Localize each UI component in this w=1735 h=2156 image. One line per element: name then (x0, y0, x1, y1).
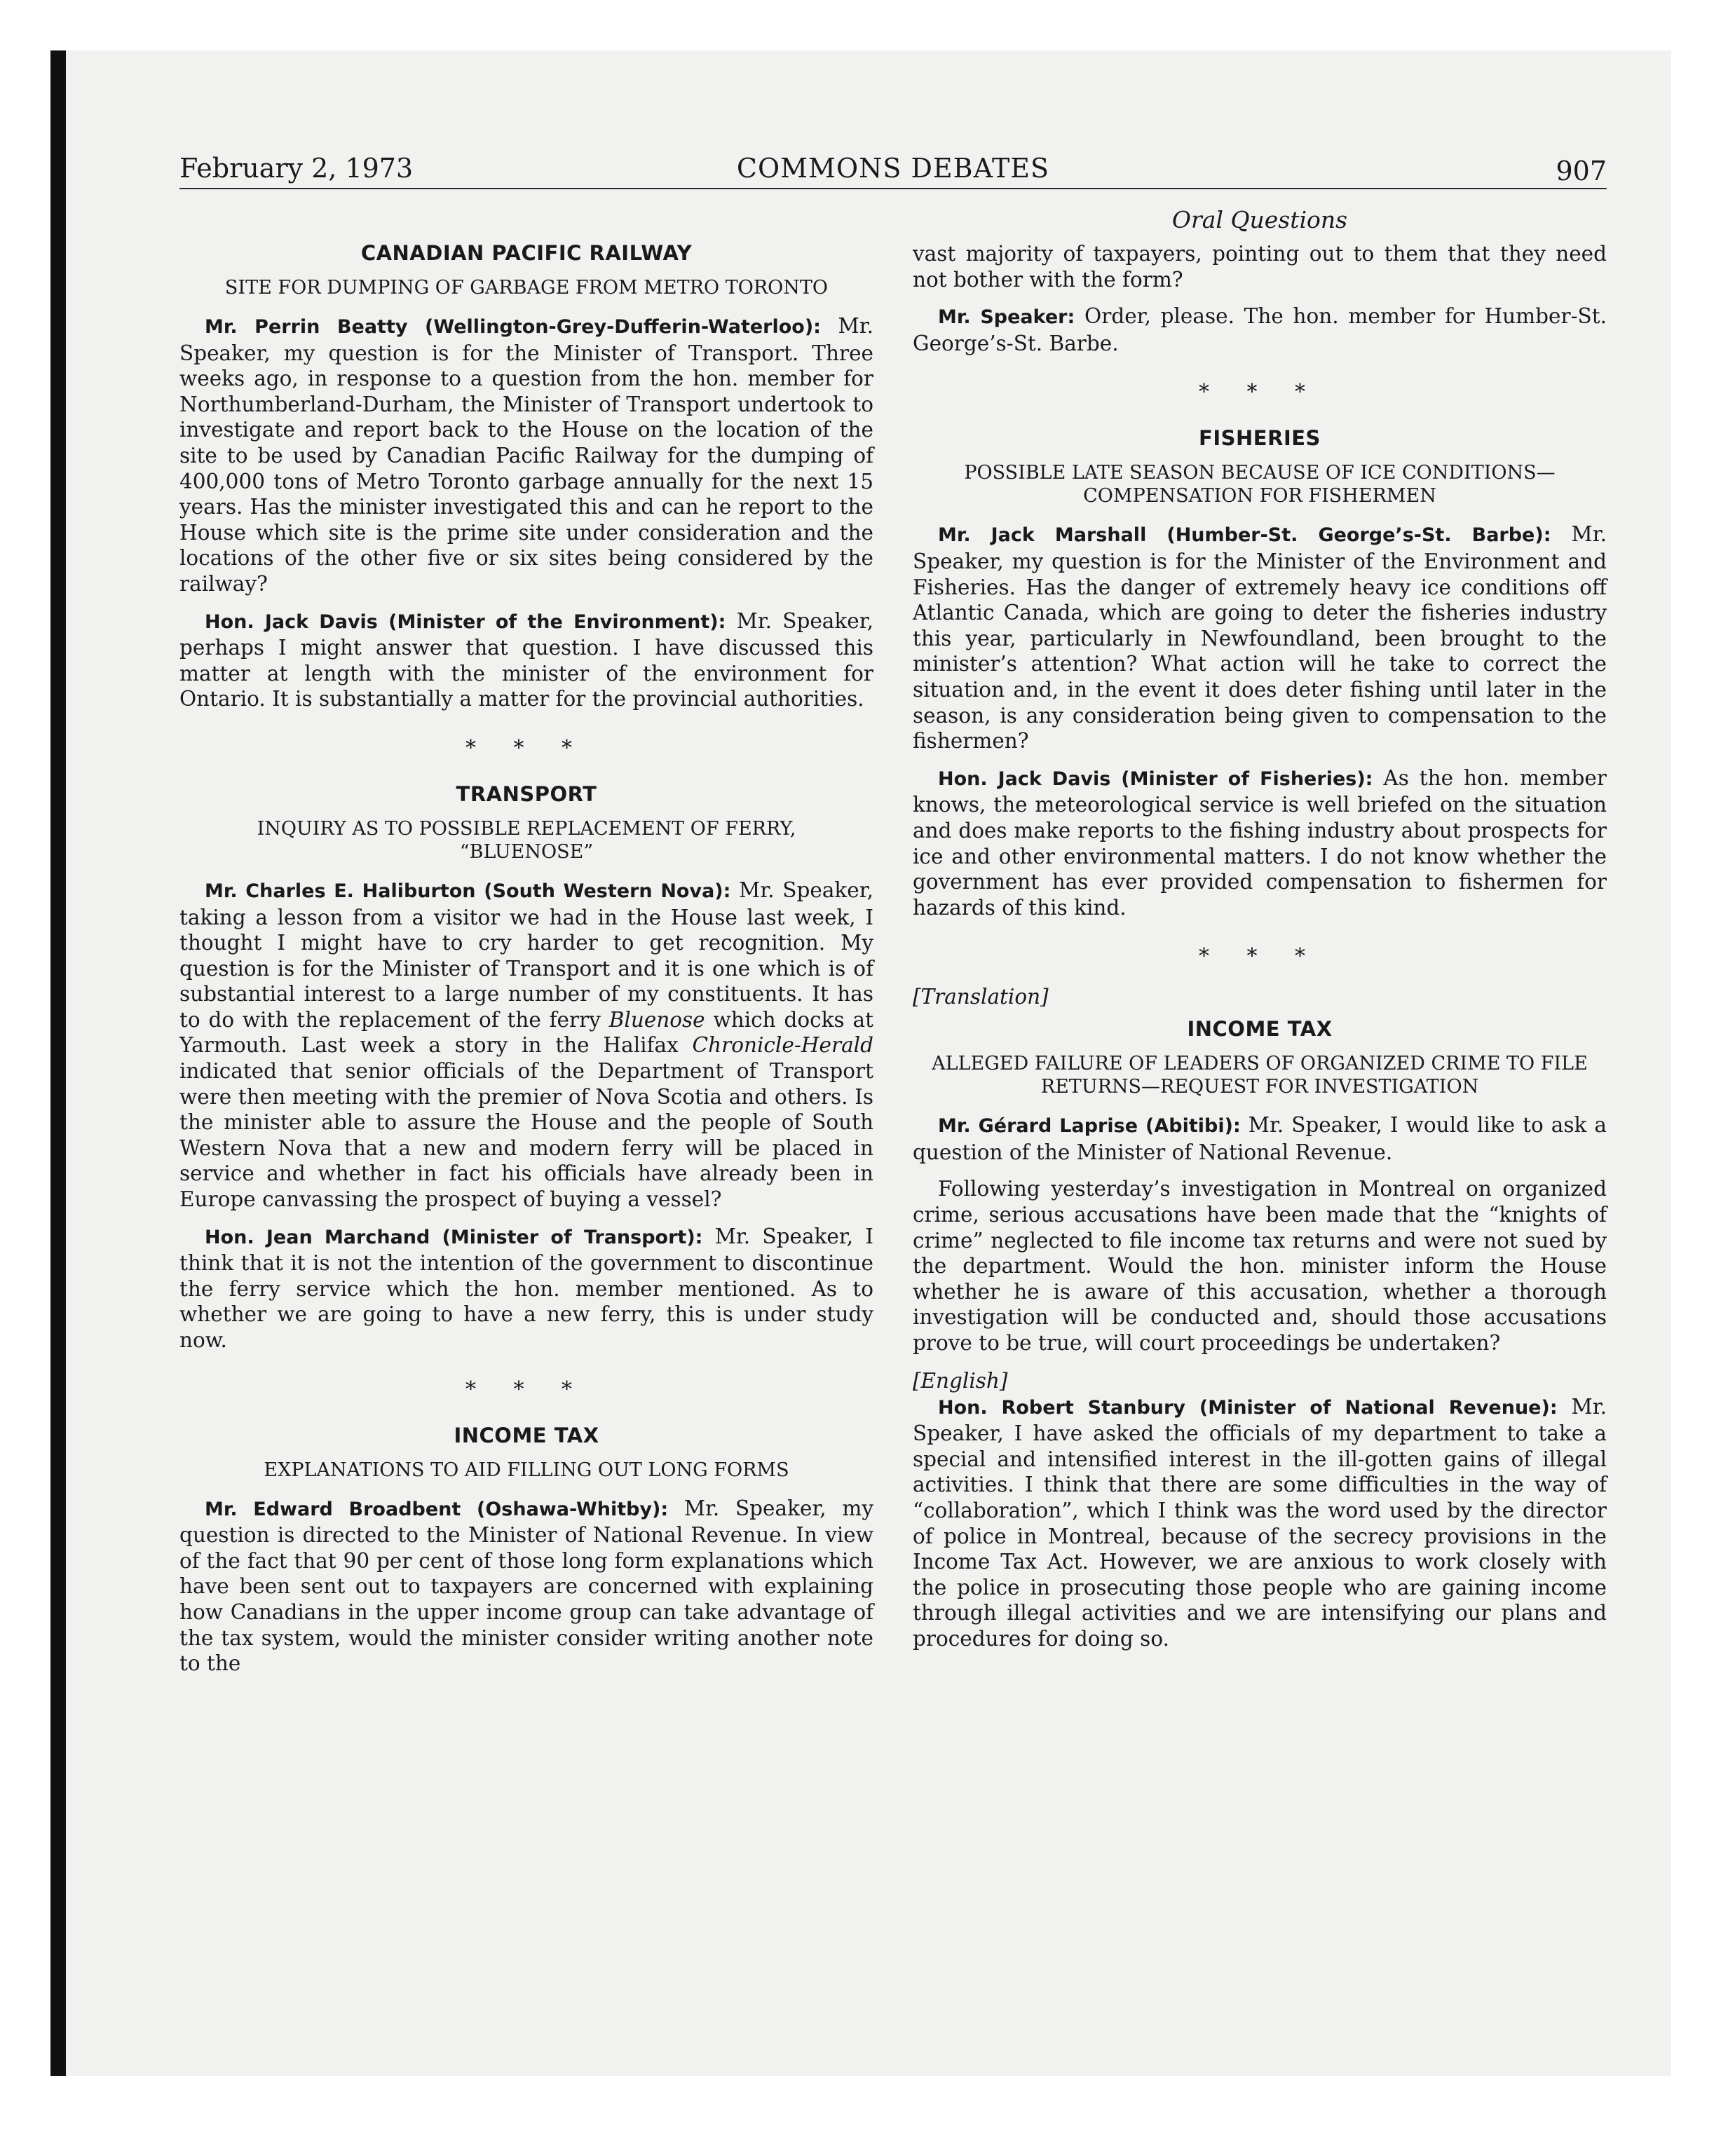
speech-text: Mr. Speaker, my question is for the Minister of Transport. Three weeks ago, in response to a question from the hon. member for Northumberland-Durham, the Minister of Transport undertook to investigate and report back to the House on the location of the site to be used by Canadian Pacific Railway for the dumping of 400,000 tons of Metro Toronto garbage annually for the next 15 years. Has the minister investigated this and can he report to the House which site is the prime site under consideration and the locations of the other five or six sites being considered by the railway? (179, 314, 873, 596)
translation-label: [Translation] (913, 985, 1049, 1009)
speech-paragraph (179, 313, 873, 597)
section-subtitle: SITE FOR DUMPING OF GARBAGE FROM METRO TORONTO (224, 277, 829, 299)
speech-text: As the hon. member knows, the meteorological service is well briefed on the situation and does make reports to the fishing industry about prospects for ice and other environmental matters. I do not know whether the government has ever provided compensation to fishermen for hazards of this kind. (913, 765, 1607, 920)
right-column (913, 203, 1607, 1663)
speaker-name: Mr. Edward Broadbent (Oshawa-Whitby): (205, 1498, 669, 1520)
section-separator: * * * (465, 735, 588, 760)
speech-text: Mr. Speaker, I think that it is not the intention of the government to discontinue the ferry service which the hon. member mentioned. As to whether we are going to have a new ferry, this is under study now. (179, 1224, 873, 1352)
english-label: [English] (913, 1368, 1008, 1393)
scan-edge-shadow (50, 50, 66, 2076)
speech-paragraph (913, 303, 1607, 356)
speech-paragraph (913, 1176, 1607, 1356)
header-date: February 2, 1973 (179, 153, 414, 184)
speech-text: which docks at Yarmouth. Last week a story in the Halifax (179, 1007, 873, 1058)
speech-paragraph (179, 608, 873, 712)
header-title: COMMONS DEBATES (736, 153, 1050, 184)
page-number: 907 (1556, 156, 1607, 186)
section-title: INCOME TAX (1187, 1017, 1333, 1042)
section-separator: * * * (465, 1377, 588, 1402)
speech-paragraph (179, 1496, 873, 1677)
speech-text: Mr. Speaker, taking a lesson from a visitor we had in the House last week, I thought I might have to cry harder to get recognition. My question is for the Minister of Transport and it is one which is of substantial interest to a large number of my constituents. It has to do with the replacement of the ferry (179, 878, 873, 1032)
section-subtitle: EXPLANATIONS TO AID FILLING OUT LONG FORMS (264, 1459, 789, 1481)
speech-paragraph (179, 878, 873, 1213)
speech-text: Mr. Speaker, I have asked the officials of my department to take a special and intensified interest in the ill-gotten gains of illegal activities. I think that there are some difficulties in the way of “collaboration”, which I think was the word used by the director of police in Montreal, because of the secrecy provisions in the Income Tax Act. However, we are anxious to work closely with the police in prosecuting those people who are gaining income through illegal activities and we are intensifying our plans and procedures for doing so. (913, 1394, 1607, 1651)
running-head: Oral Questions (1171, 206, 1348, 233)
section-subtitle: ALLEGED FAILURE OF LEADERS OF ORGANIZED CRIME TO FILE RETURNS—REQUEST FOR INVESTIGATION (932, 1053, 1588, 1098)
speaker-name: Hon. Jack Davis (Minister of the Environment): (205, 610, 726, 633)
speaker-name: Hon. Jack Davis (Minister of Fisheries): (938, 767, 1373, 790)
section-separator: * * * (1198, 944, 1321, 969)
section-title: FISHERIES (1199, 426, 1321, 451)
section-title: CANADIAN PACIFIC RAILWAY (360, 241, 693, 265)
speaker-name: Mr. Perrin Beatty (Wellington-Grey-Dufferin-Waterloo): (205, 316, 821, 338)
section-separator: * * * (1198, 380, 1321, 405)
speech-paragraph (913, 521, 1607, 753)
speaker-name: Hon. Robert Stanbury (Minister of National Revenue): (938, 1396, 1558, 1419)
page-header (179, 149, 1607, 189)
speech-text: indicated that senior officials of the Department of Transport were then meeting with the premier of Nova Scotia and others. Is the minister able to assure the House and the people of South Western Nova that a new and modern ferry will be placed in service and whether in fact his officials have already been in Europe canvassing the prospect of buying a vessel? (179, 1059, 873, 1212)
left-column (179, 203, 873, 1688)
speech-text: Mr. Speaker, my question is directed to the Minister of National Revenue. In view of the fact that 90 per cent of those long form explanations which have been sent out to taxpayers are concerned with explaining how Canadians in the upper income group can take advantage of the tax system, would the minister consider writing another note to the (179, 1496, 873, 1676)
speech-text: Mr. Speaker, I would like to ask a question of the Minister of National Revenue. (913, 1113, 1607, 1164)
speech-paragraph (913, 765, 1607, 921)
section-subtitle: POSSIBLE LATE SEASON BECAUSE OF ICE CONDITIONS—COMPENSATION FOR FISHERMEN (964, 462, 1556, 507)
speech-paragraph (179, 1224, 873, 1353)
speech-paragraph (913, 1112, 1607, 1165)
speech-paragraph (913, 1394, 1607, 1652)
speaker-name: Mr. Charles E. Haliburton (South Western Nova): (205, 880, 731, 902)
speech-text: Mr. Speaker, my question is for the Minister of the Environment and Fisheries. Has the danger of extremely heavy ice conditions off Atlantic Canada, which are going to deter the fisheries industry this year, particularly in Newfoundland, been brought to the minister’s attention? What action will he take to correct the situation and, in the event it does deter fishing until later in the season, is any consideration being given to compensation to the fishermen? (913, 522, 1607, 753)
section-subtitle: INQUIRY AS TO POSSIBLE REPLACEMENT OF FERRY, “BLUENOSE” (257, 817, 796, 863)
section-title: TRANSPORT (456, 782, 597, 806)
speaker-name: Mr. Speaker: (938, 306, 1075, 329)
speech-paragraph (913, 241, 1607, 292)
speaker-name: Mr. Gérard Laprise (Abitibi): (938, 1115, 1241, 1138)
speech-text: Following yesterday’s investigation in Montreal on organized crime, serious accusations have been made that the “knights of crime” neglected to file income tax returns and were not sued by the department. Would the hon. minister inform the House whether he is aware of this accusation, whether a thorough investigation will be conducted and, should those accusations prove to be true, will court proceedings be undertaken? (913, 1177, 1607, 1356)
italic-ship-name: Bluenose (608, 1007, 705, 1032)
speech-text: vast majority of taxpayers, pointing out to them that they need not bother with the form? (913, 242, 1607, 292)
speaker-name: Hon. Jean Marchand (Minister of Transport): (205, 1226, 703, 1248)
speaker-name: Mr. Jack Marshall (Humber-St. George’s-St. Barbe): (938, 524, 1551, 547)
speech-text: Mr. Speaker, perhaps I might answer that question. I have discussed this matter at length with the minister of the environment for Ontario. It is substantially a matter for the provincial authorities. (179, 608, 873, 711)
italic-newspaper-name: Chronicle-Herald (692, 1033, 873, 1058)
section-title: INCOME TAX (454, 1423, 599, 1447)
speech-text: Order, please. The hon. member for Humber-St. George’s-St. Barbe. (913, 304, 1607, 355)
